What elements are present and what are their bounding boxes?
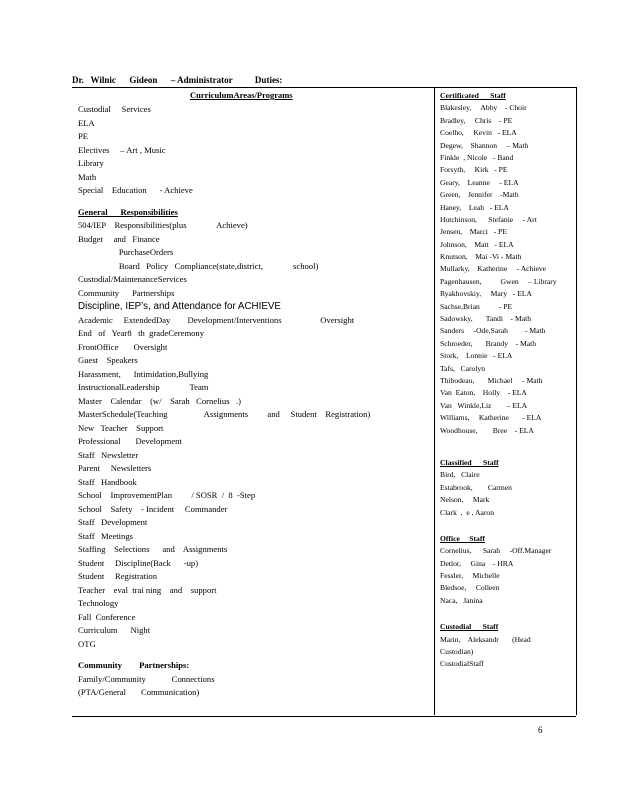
responsibility-item: Teacher eval trai ning and support (78, 584, 217, 595)
staff-entry: Thibodeau, Michael - Math (440, 375, 543, 385)
staff-entry: Van Winkle,Liz – ELA (440, 400, 528, 410)
staff-entry: Clark , e , Aaron (440, 507, 494, 517)
curriculum-item: Library (78, 158, 104, 168)
page-number: 6 (538, 725, 543, 735)
staff-entry: Estabrook, Carmen (440, 482, 512, 492)
responsibility-item: Community Partnerships (78, 287, 175, 298)
staff-entry: Woodhouse, Bree - ELA (440, 425, 534, 435)
responsibility-item: Guest Speakers (78, 355, 138, 365)
responsibility-item: InstructionalLeadership Team (78, 382, 209, 392)
document-header: Dr. Wilnic Gideon – Administrator Duties: (72, 75, 283, 85)
curriculum-item: Custodial Services (78, 104, 151, 114)
custodial-staff-heading: Custodial Staff (440, 622, 499, 632)
office-staff-heading: Office Staff (440, 533, 485, 543)
responsibility-item: Board Policy Compliance(state,district, school) (78, 260, 319, 271)
responsibility-item: MasterSchedule(Teaching Assignments and Student Registration) (78, 409, 371, 419)
responsibility-item: Curriculum Night (78, 625, 151, 635)
staff-entry: Custodian) (440, 647, 474, 657)
responsibility-item: Student Discipline(Back -up) (78, 557, 199, 568)
community-partnerships-heading: Community Partnerships: (78, 660, 190, 670)
responsibility-item: Staff Meetings (78, 530, 133, 541)
responsibility-item: End of Year8 th gradeCeremony (78, 328, 205, 338)
responsibility-item: Staff Development (78, 517, 148, 527)
staff-entry: Coelho, Kevin - ELA (440, 128, 517, 138)
responsibility-item: PurchaseOrders (78, 247, 174, 257)
responsibility-item: Master Calendar (w/ Sarah Cornelius .) (78, 395, 242, 406)
curriculum-item: Electives – Art , Music (78, 144, 166, 155)
curriculum-heading: CurriculumAreas/Programs (190, 90, 293, 100)
staff-entry: Bledsoe, Colleen (440, 583, 500, 593)
responsibility-item: 504/IEP Responsibilities(plus Achieve) (78, 220, 248, 230)
staff-entry: Haney, Leah - ELA (440, 202, 509, 212)
community-item: (PTA/General Communication) (78, 687, 200, 697)
curriculum-item: PE (78, 131, 89, 141)
responsibility-item: Staff Newsletter (78, 449, 139, 460)
staff-entry: Finkle , Nicole - Band (440, 152, 514, 162)
responsibility-item: OTG (78, 638, 96, 649)
certificated-staff-heading: Certificated Staff (440, 91, 506, 100)
staff-entry: Detlor, Gina - HRA (440, 558, 514, 568)
staff-entry: Degew, Shannon – Math (440, 140, 529, 150)
staff-entry: Pagenhausen, Gwen – Library (440, 276, 557, 286)
staff-entry: Fessler, Michelle (440, 571, 500, 581)
responsibility-item: Technology (78, 598, 119, 608)
general-responsibilities-heading: General Responsibilities (78, 206, 178, 217)
staff-entry: Hutchinson, Stefanie - Art (440, 214, 537, 224)
staff-entry: Van Eaton, Holly - ELA (440, 388, 527, 398)
responsibility-item: Harassment, Intimidation,Bullying (78, 368, 209, 379)
staff-entry: Williams, Katherine - ELA (440, 413, 542, 423)
column-divider (434, 87, 435, 715)
staff-entry: Tafs, Carolyn (440, 363, 486, 373)
responsibility-item: Fall Conference (78, 611, 136, 622)
responsibility-item: Staffing Selections and Assignments (78, 544, 228, 554)
responsibility-item: School Safety - Incident Commander (78, 503, 228, 514)
responsibility-item: Custodial/MaintenanceServices (78, 274, 187, 284)
staff-entry: Sachse,Brian - PE (440, 301, 513, 311)
staff-entry: Jensen, Marci - PE (440, 227, 507, 237)
staff-entry: Ryakhovskiy, Mary - ELA (440, 289, 533, 299)
responsibility-item: Budget and Finance (78, 233, 160, 244)
responsibility-item: Parent Newsletters (78, 463, 152, 473)
responsibility-item: New Teacher Support (78, 422, 164, 433)
classified-staff-heading: Classified Staff (440, 457, 499, 467)
curriculum-item: ELA (78, 117, 95, 128)
curriculum-item: Special Education - Achieve (78, 185, 193, 195)
duties-column (78, 103, 430, 700)
staff-entry: Knutson, Mai -Vi - Math (440, 252, 522, 262)
table-right-border (576, 87, 577, 715)
curriculum-item: Math (78, 171, 97, 182)
staff-entry: Green, Jennifer -Math (440, 190, 519, 200)
staff-entry: Bird, Claire (440, 470, 480, 480)
discipline-line: Discipline, IEP’s, and Attendance for ACHIEVE (78, 301, 281, 312)
staff-entry: Sadowsky, Tandi - Math (440, 314, 532, 324)
staff-entry: Johnson, Matt - ELA (440, 239, 514, 249)
staff-entry: CustodialStaff (440, 659, 484, 669)
responsibility-item: Professional Development (78, 436, 182, 446)
responsibility-item: Staff Handbook (78, 476, 137, 487)
staff-entry: Marin, Aleksandr (Head (440, 634, 531, 644)
staff-entry: Stork, Lonnie - ELA (440, 351, 513, 361)
responsibility-item: Student Registration (78, 571, 158, 581)
community-item: Family/Community Connections (78, 673, 215, 684)
staff-entry: Nelson, Mark (440, 495, 490, 505)
staff-entry: Naca, Janina (440, 595, 483, 605)
staff-entry: Geary, Leanne - ELA (440, 177, 519, 187)
staff-column (440, 90, 574, 671)
responsibility-item: FrontOffice Oversight (78, 341, 168, 352)
staff-entry: Forsyth, Kirk - PE (440, 165, 508, 175)
staff-entry: Bradley, Chris - PE (440, 115, 513, 125)
staff-entry: Blakesley, Abby - Choir (440, 103, 527, 113)
responsibility-item: School ImprovementPlan / SOSR / 8 -Step (78, 490, 256, 500)
staff-entry: Cornelius, Sarah -Off.Manager (440, 546, 552, 556)
responsibility-item: Academic ExtendedDay Development/Interventions Oversight (78, 314, 355, 325)
staff-entry: Sanders -Ode,Sarah - Math (440, 326, 546, 336)
staff-entry: Mullarky, Katherine - Achieve (440, 264, 546, 274)
staff-entry: Schroeder, Brandy - Math (440, 338, 537, 348)
